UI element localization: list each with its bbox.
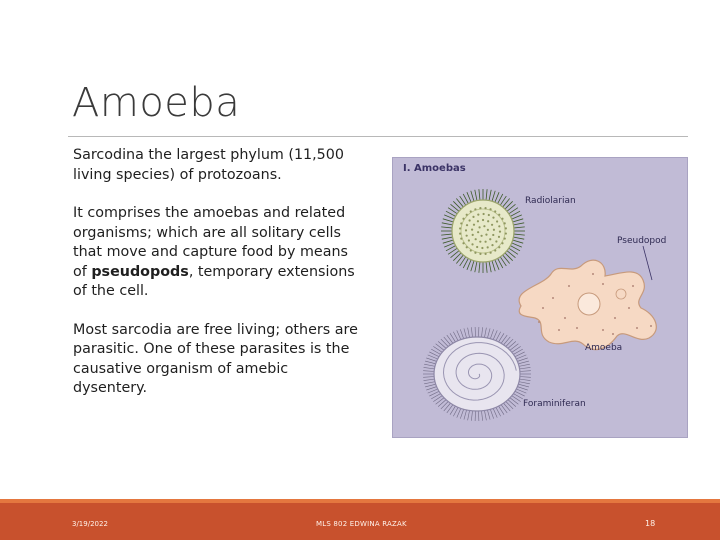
amoebas-figure — [392, 157, 688, 438]
paragraph-amoebas-text: It comprises the amoebas and related organisms; which are all solitary cells that move and capture food by means of — [73, 205, 348, 280]
label-radiolarian: Radiolarian — [525, 196, 576, 206]
slide-footer — [0, 499, 720, 540]
paragraph-amoebas — [73, 204, 363, 302]
paragraph-amoebas-tail: , temporary extensions of the cell. — [73, 263, 355, 299]
footer-author: MLS 802 EDWINA RAZAK — [316, 520, 407, 528]
paragraph-parasites: Most sarcodia are free living; others are parasitic. One of these parasites is the causative organism of amebic dysentery. — [73, 321, 358, 396]
radiolarian-illustration — [441, 189, 525, 273]
footer-date: 3/19/2022 — [72, 520, 108, 528]
label-pseudopod: Pseudopod — [617, 236, 667, 246]
label-foraminiferan: Foraminiferan — [523, 399, 586, 409]
label-amoeba: Amoeba — [585, 343, 623, 353]
figure-heading: I. Amoebas — [403, 163, 466, 174]
foraminiferan-illustration — [423, 327, 531, 421]
paragraph-sarcodina: Sarcodina the largest phylum (11,500 living species) of protozoans. — [73, 147, 344, 183]
title-divider — [68, 136, 688, 137]
slide-body — [73, 146, 363, 418]
pseudopods-term: pseudopods — [91, 263, 189, 280]
slide-number: 18 — [645, 519, 656, 528]
slide-title: Amoeba — [72, 80, 241, 126]
amoeba-illustration — [519, 246, 656, 350]
